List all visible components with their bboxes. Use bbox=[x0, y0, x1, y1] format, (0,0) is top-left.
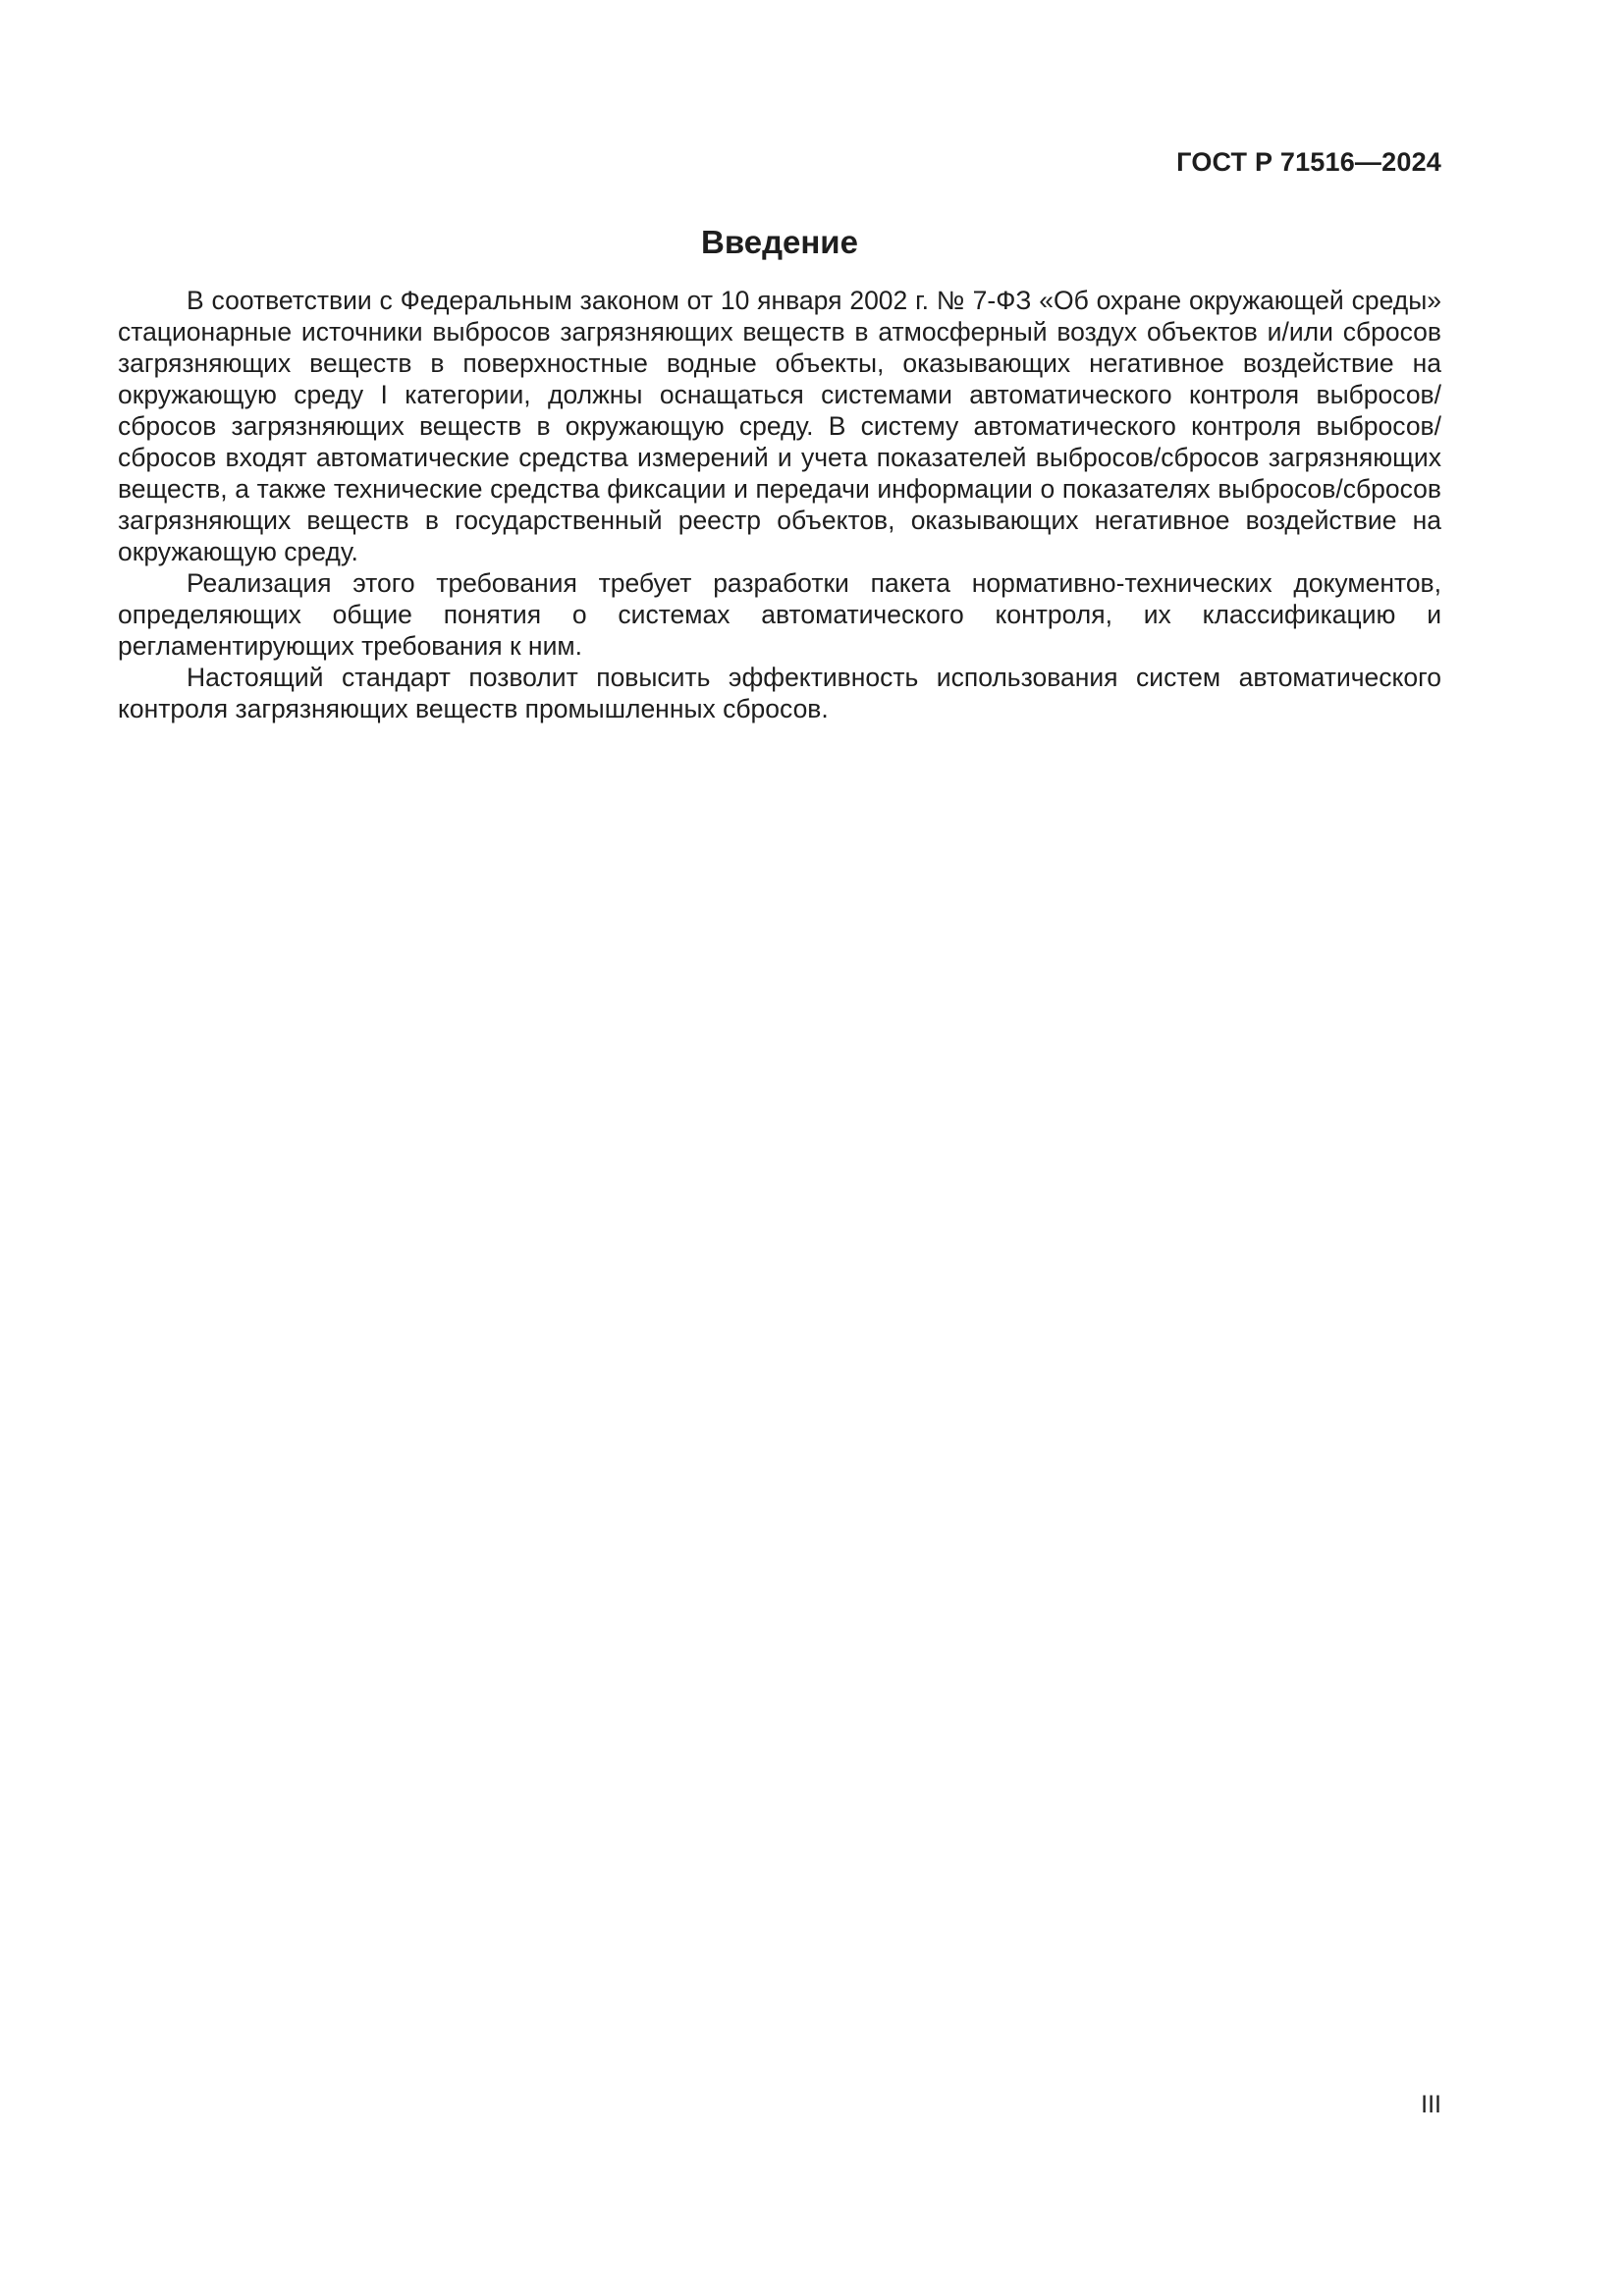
paragraph-3: Настоящий стандарт позволит повысить эффективность использования систем автоматического контроля загрязняющих веществ промышленных сбросов. bbox=[118, 663, 1441, 723]
section-title: Введение bbox=[701, 224, 858, 260]
paragraph-2: Реализация этого требования требует разработки пакета нормативно-технических документов, определяющих общие понятия о системах автоматического контроля, их классификацию и регламентирующих требования к ним. bbox=[118, 568, 1441, 661]
page-number: III bbox=[1421, 2091, 1441, 2118]
section-body bbox=[118, 285, 1441, 724]
document-code: ГОСТ Р 71516—2024 bbox=[1176, 147, 1441, 177]
paragraph-1: В соответствии с Федеральным законом от 10 января 2002 г. № 7-ФЗ «Об охране окружающей среды» стационарные источники выбросов загрязняющих веществ в атмосферный воздух объектов и/или сбросов загрязняющих веществ в поверхностные водные объекты, оказывающих негативное воздействие на окружающую среду I категории, должны оснащаться системами автоматического контроля выбросов/сбросов загрязняющих веществ в окружающую среду. В систему автоматического контроля выбросов/сбросов входят автоматические средства измерений и учета показателей выбросов/сбросов загрязняющих веществ, а также технические средства фиксации и передачи информации о показателях выбросов/сбросов загрязняющих веществ в государственный реестр объектов, оказывающих негативное воздействие на окружающую среду. bbox=[118, 286, 1441, 566]
